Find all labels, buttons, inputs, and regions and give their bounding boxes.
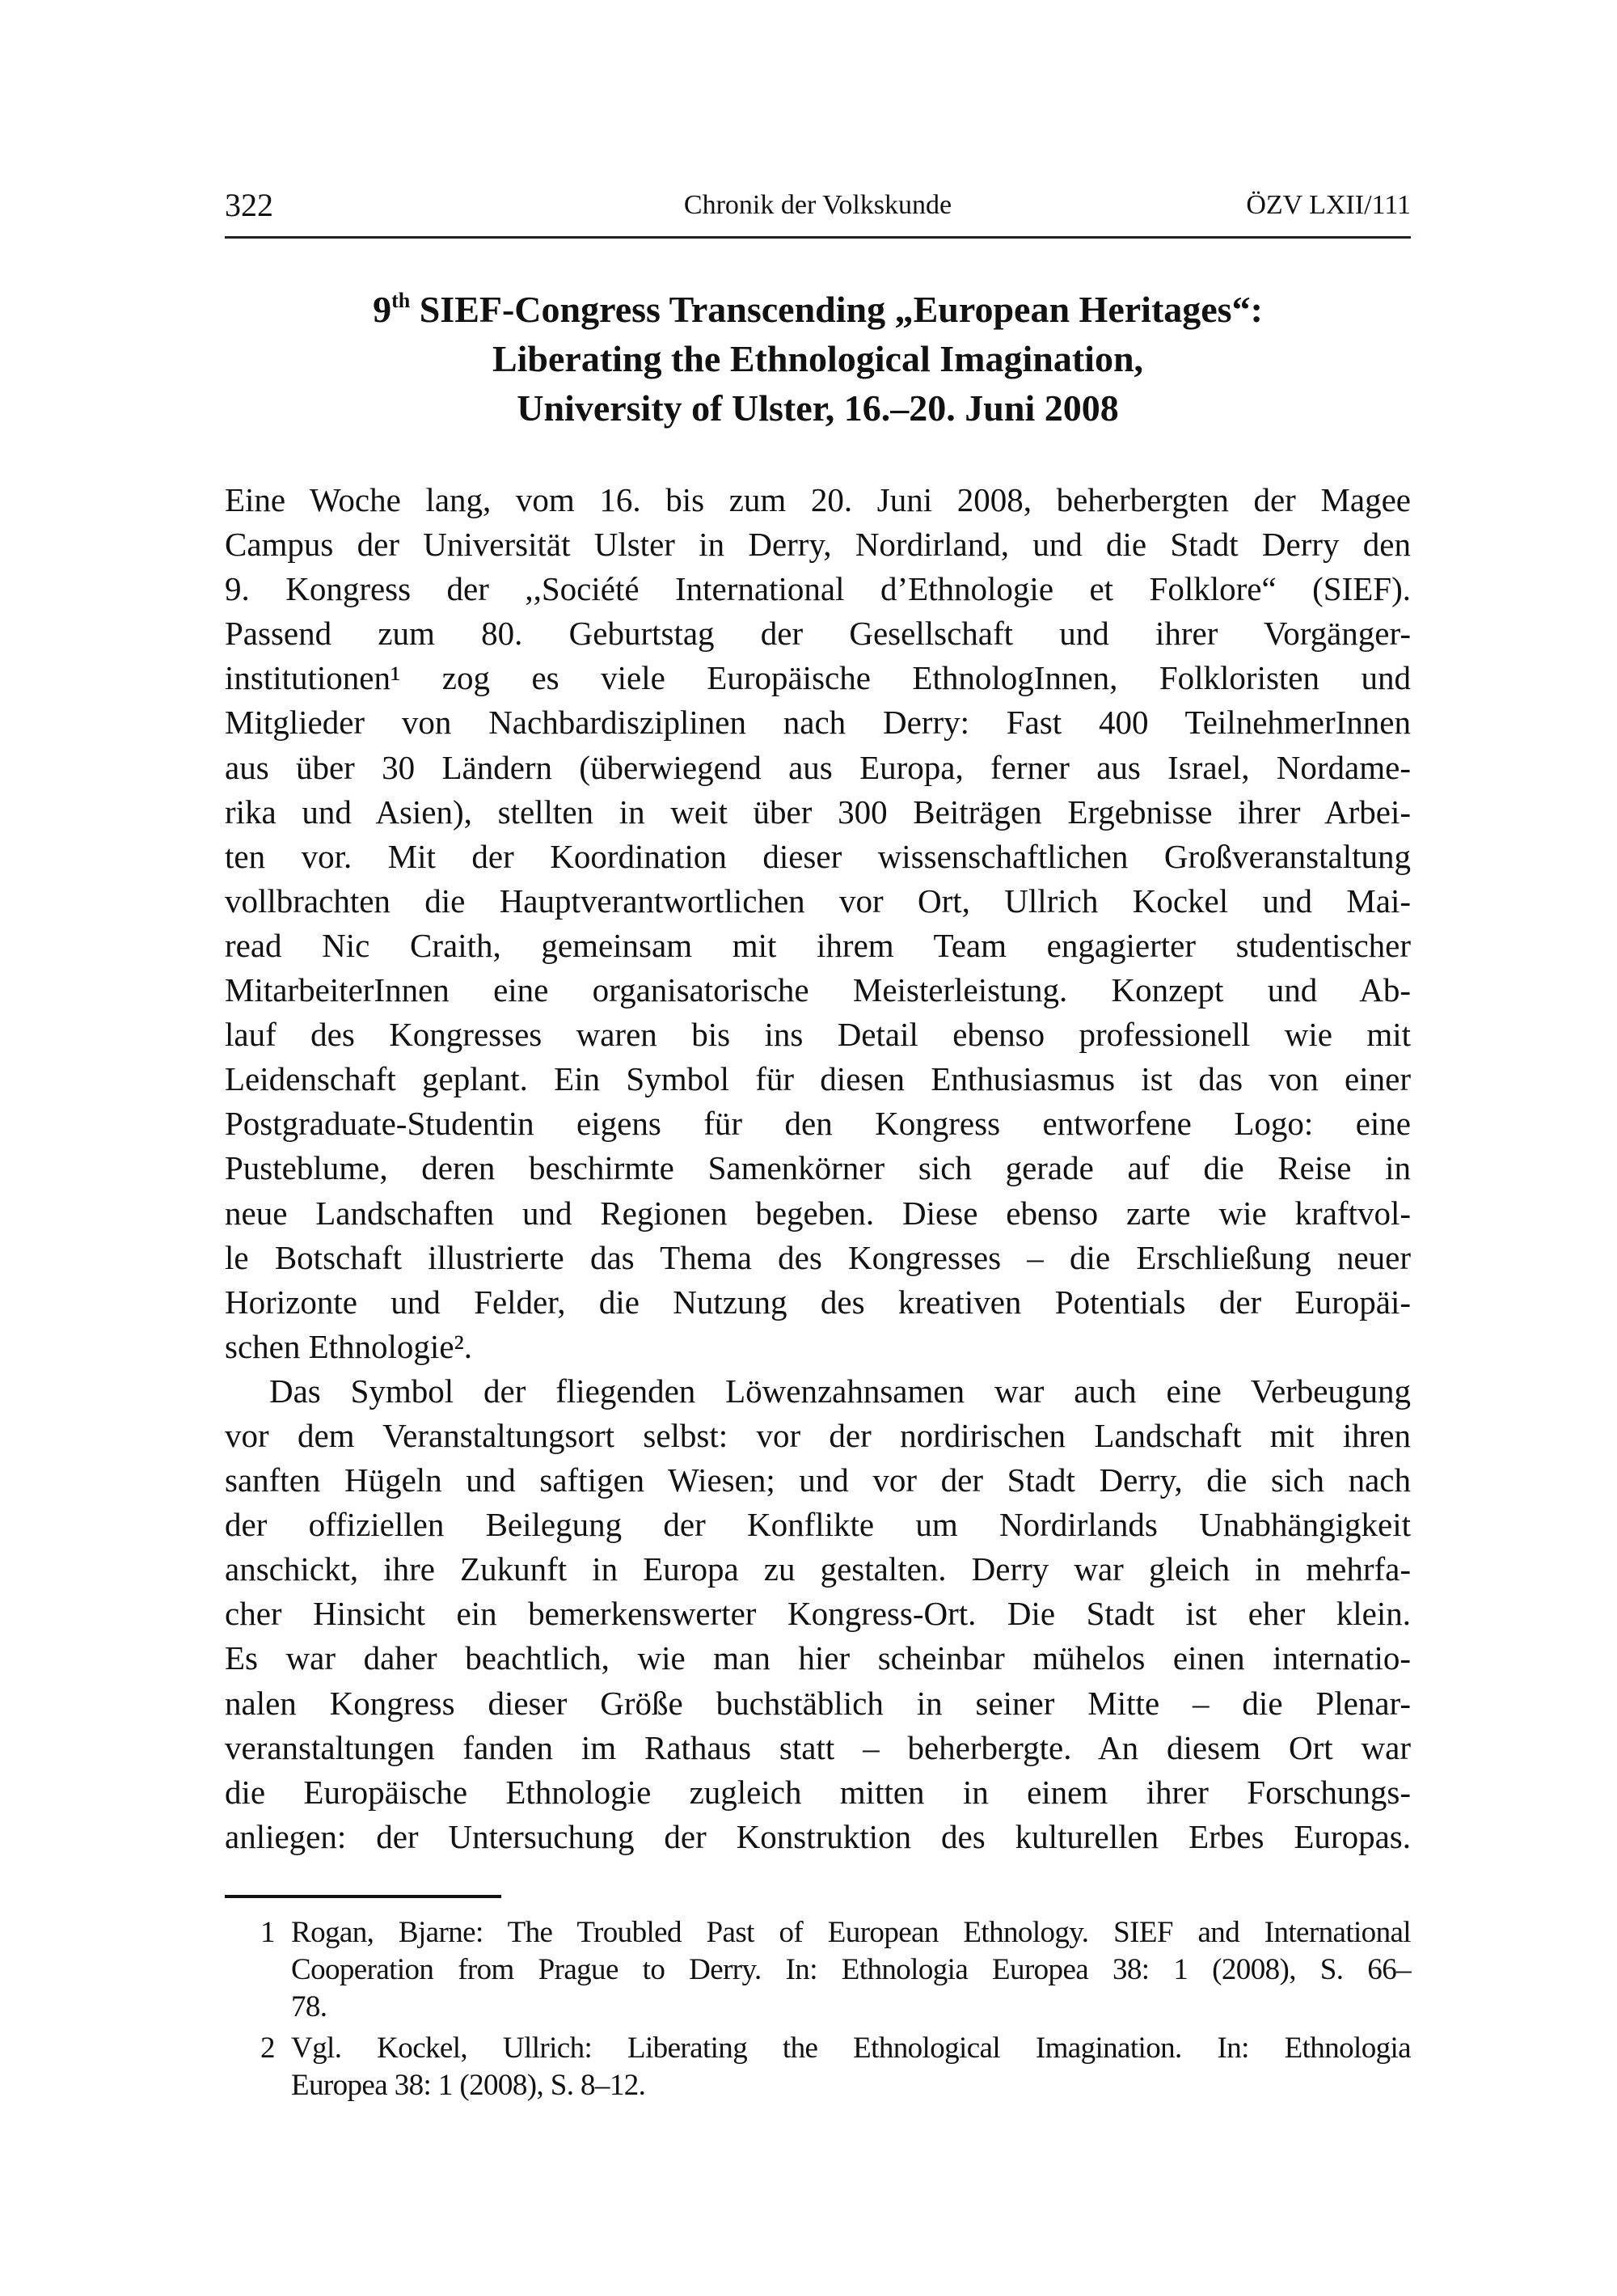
text-line: Postgraduate-Studentin eigens für den Kongress entworfene Logo: eine	[225, 1105, 1411, 1143]
text-line: die Europäische Ethnologie zugleich mitten in einem ihrer Forschungs-	[225, 1773, 1411, 1811]
text-line: Eine Woche lang, vom 16. bis zum 20. Juni 2008, beherbergten der Magee	[225, 481, 1411, 518]
text-line: anschickt, ihre Zukunft in Europa zu gestalten. Derry war gleich in mehrfa-	[225, 1550, 1411, 1588]
footnote-line: Europea 38: 1 (2008), S. 8–12.	[291, 2069, 646, 2102]
title-line-3: University of Ulster, 16.–20. Juni 2008	[517, 387, 1119, 429]
title-line-1	[225, 285, 1411, 334]
text-line: anliegen: der Untersuchung der Konstruktion des kulturellen Erbes Europas.	[225, 1817, 1411, 1855]
footnotes	[225, 1914, 1411, 2104]
text-line: vor dem Veranstaltungsort selbst: vor der nordirischen Landschaft mit ihren	[225, 1416, 1411, 1454]
text-line: der offiziellen Beilegung der Konflikte um Nordirlands Unabhängigkeit	[225, 1506, 1411, 1544]
text-line: read Nic Craith, gemeinsam mit ihrem Team engagierter studentischer	[225, 926, 1411, 964]
text-line: cher Hinsicht ein bemerkenswerter Kongress-Ort. Die Stadt ist eher klein.	[225, 1595, 1411, 1633]
text-line: Campus der Universität Ulster in Derry, Nordirland, und die Stadt Derry den	[225, 526, 1411, 564]
text-line: vollbrachten die Hauptverantwortlichen vor Ort, Ullrich Kockel und Mai-	[225, 882, 1411, 920]
footnote-number: 1	[260, 1916, 275, 1949]
paragraph	[225, 478, 1411, 1369]
text-line: 9. Kongress der ,,Société International d’Ethnologie et Folklore“ (SIEF).	[225, 570, 1411, 608]
footnote-line: Vgl. Kockel, Ullrich: Liberating the Ethnological Imagination. In: Ethnologia	[291, 2032, 1411, 2065]
text-line: Das Symbol der fliegenden Löwenzahnsamen war auch eine Verbeugung	[269, 1372, 1411, 1410]
footnote-line: Rogan, Bjarne: The Troubled Past of European Ethnology. SIEF and International	[291, 1916, 1411, 1949]
header-rule	[225, 236, 1411, 239]
footnote-number: 2	[260, 2032, 275, 2065]
text-line: Pusteblume, deren beschirmte Samenkörner sich gerade auf die Reise in	[225, 1149, 1411, 1187]
title-ordinal-suffix: th	[391, 289, 411, 312]
text-line: rika und Asien), stellten in weit über 300 Beiträgen Ergebnisse ihrer Arbei-	[225, 793, 1411, 831]
text-line: Es war daher beachtlich, wie man hier scheinbar mühelos einen internatio-	[225, 1639, 1411, 1677]
text-line: lauf des Kongresses waren bis ins Detail ebenso professionell wie mit	[225, 1016, 1411, 1054]
footnote-rule	[225, 1895, 501, 1898]
text-line: nalen Kongress dieser Größe buchstäblich in seiner Mitte – die Plenar-	[225, 1684, 1411, 1722]
text-line: aus über 30 Ländern (überwiegend aus Europa, ferner aus Israel, Nordame-	[225, 748, 1411, 786]
text-line: institutionen¹ zog es viele Europäische EthnologInnen, Folkloristen und	[225, 659, 1411, 697]
article-title	[225, 285, 1411, 433]
page-number: 322	[225, 187, 273, 223]
text-line: Horizonte und Felder, die Nutzung des kreativen Potentials der Europäi-	[225, 1283, 1411, 1321]
running-title: Chronik der Volkskunde	[683, 190, 952, 220]
title-line-2: Liberating the Ethnological Imagination,	[492, 338, 1144, 379]
text-line: Mitglieder von Nachbardisziplinen nach Derry: Fast 400 TeilnehmerInnen	[225, 704, 1411, 742]
footnote-line: Cooperation from Prague to Derry. In: Ethnologia Europea 38: 1 (2008), S. 66–	[291, 1953, 1411, 1986]
title-line-1-text: SIEF-Congress Transcending „European Heritages“:	[410, 289, 1263, 330]
article-body	[225, 478, 1411, 1859]
text-line: sanften Hügeln und saftigen Wiesen; und vor der Stadt Derry, die sich nach	[225, 1461, 1411, 1499]
paragraph	[225, 1369, 1411, 1859]
text-line: veranstaltungen fanden im Rathaus statt – beherbergte. An diesem Ort war	[225, 1728, 1411, 1766]
text-line: Leidenschaft geplant. Ein Symbol für diesen Enthusiasmus ist das von einer	[225, 1060, 1411, 1098]
title-ordinal: 9	[373, 289, 392, 330]
text-line: MitarbeiterInnen eine organisatorische Meisterleistung. Konzept und Ab-	[225, 971, 1411, 1009]
journal-issue: ÖZV LXII/111	[1246, 190, 1411, 220]
running-header	[225, 184, 1411, 226]
footnote-line: 78.	[291, 1990, 327, 2023]
footnote	[225, 2030, 1411, 2104]
text-line: ten vor. Mit der Koordination dieser wissenschaftlichen Großveranstaltung	[225, 837, 1411, 875]
footnote	[225, 1914, 1411, 2026]
text-line: le Botschaft illustrierte das Thema des Kongresses – die Erschließung neuer	[225, 1238, 1411, 1276]
text-line: Passend zum 80. Geburtstag der Gesellschaft und ihrer Vorgänger-	[225, 615, 1411, 653]
text-line: neue Landschaften und Regionen begeben. Diese ebenso zarte wie kraftvol-	[225, 1194, 1411, 1232]
text-line: schen Ethnologie².	[225, 1327, 473, 1365]
